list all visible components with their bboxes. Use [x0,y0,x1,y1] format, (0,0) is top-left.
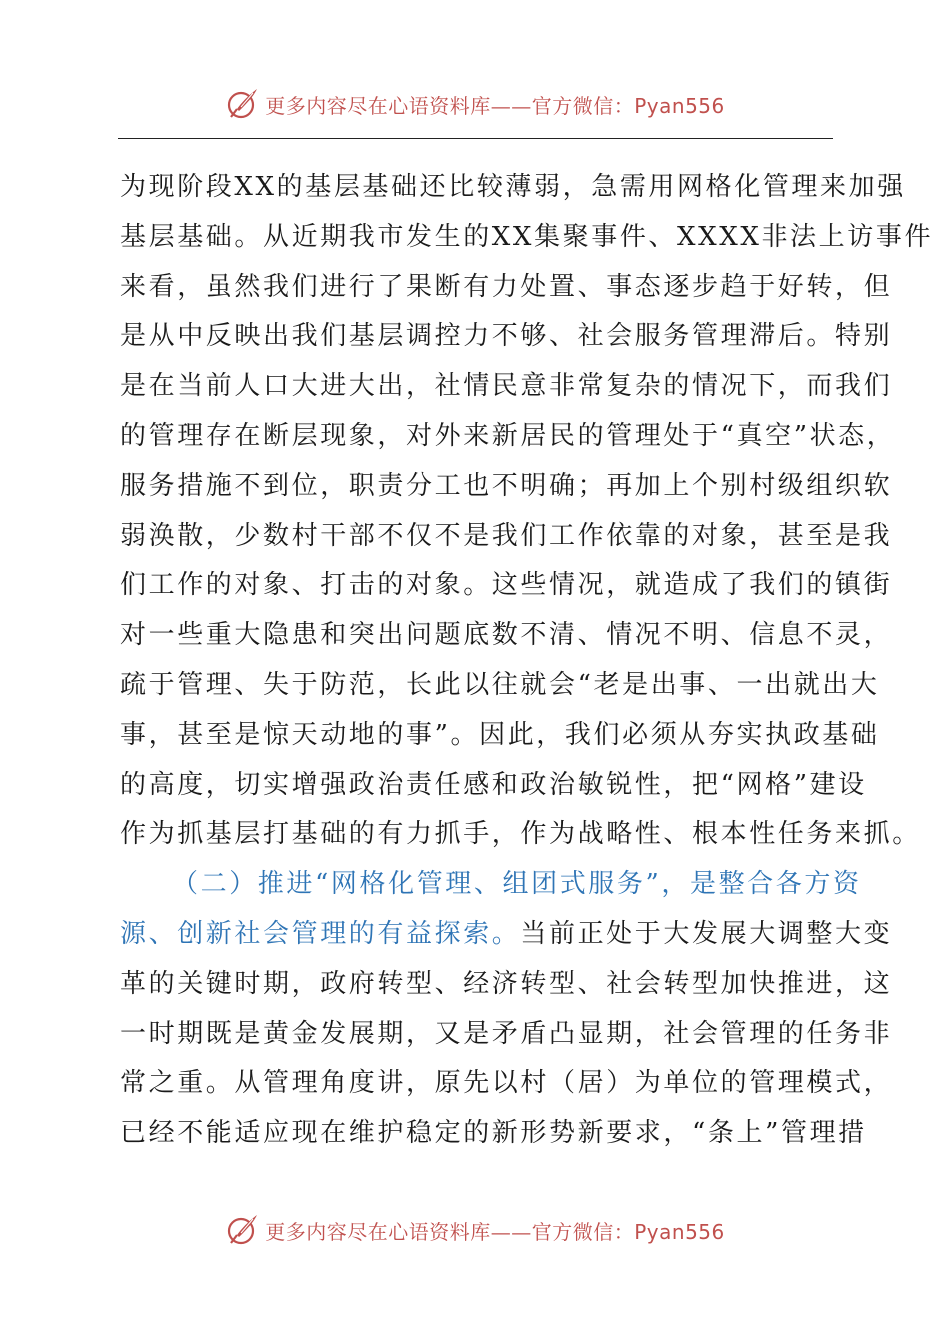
text-run: 当前正处于大发展大调整大变 [520,918,893,949]
text-line: 已经不能适应现在维护稳定的新形势新要求，“条上”管理措 [120,1118,867,1149]
text-line: 事，甚至是惊天动地的事”。因此，我们必须从夯实执政基础 [120,719,880,750]
text-line: 为现阶段XX的基层基础还比较薄弱，急需用网格化管理来加强 [120,172,906,202]
banner-text [265,90,725,119]
text-line: 的高度，切实增强政治责任感和政治敏锐性，把“网格”建设 [120,769,867,800]
section-heading: （二）推进“网格化管理、组团式服务”，是整合各方资 [172,869,862,900]
wechat-label: 官方微信： [531,1219,635,1244]
text-line: 是从中反映出我们基层调控力不够、社会服务管理滞后。特别 [120,321,893,352]
text-line: 作为抓基层打基础的有力抓手，作为战略性、根本性任务来抓。 [120,819,921,850]
text-line: 们工作的对象、打击的对象。这些情况，就造成了我们的镇街 [120,570,893,601]
section-heading-continued: 源、创新社会管理的有益探索。 [120,918,521,949]
text-line: 常之重。从管理角度讲，原先以村（居）为单位的管理模式， [120,1068,893,1099]
text-line: 一时期既是黄金发展期，又是矛盾凸显期，社会管理的任务非 [120,1018,893,1049]
text-line: 服务措施不到位，职责分工也不明确；再加上个别村级组织软 [120,470,893,501]
site-name: 更多内容尽在心语资料库 [265,93,491,118]
text-line: 弱涣散，少数村干部不仅不是我们工作依靠的对象，甚至是我 [120,520,893,551]
separator: —— [490,1219,532,1244]
wechat-id: Pyan556 [634,1219,725,1244]
header-rule [118,138,833,139]
text-line [120,910,893,960]
text-line: 革的关键时期，政府转型、经济转型、社会转型加快推进，这 [120,968,893,999]
header-banner [0,84,950,124]
text-line: 疏于管理、失于防范，长此以往就会“老是出事、一出就出大 [120,669,880,700]
text-line: 是在当前人口大进大出，社情民意非常复杂的情况下，而我们 [120,371,893,402]
wechat-id: Pyan556 [634,93,725,118]
wechat-label: 官方微信： [531,93,635,118]
text-line: 来看，虽然我们进行了果断有力处置、事态逐步趋于好转，但 [120,271,893,302]
text-line: 对一些重大隐患和突出问题底数不清、情况不明、信息不灵， [120,620,893,651]
site-name: 更多内容尽在心语资料库 [265,1219,491,1244]
footer-banner [0,1210,950,1250]
text-line: 的管理存在断层现象，对外来新居民的管理处于“真空”状态， [120,420,896,451]
text-line: 基层基础。从近期我市发生的XX集聚事件、XXXX非法上访事件 [120,221,934,252]
banner-text [265,1216,725,1245]
quill-pen-icon [225,1213,259,1247]
separator: —— [490,93,532,118]
document-body [120,163,934,1159]
quill-pen-icon [225,87,259,121]
